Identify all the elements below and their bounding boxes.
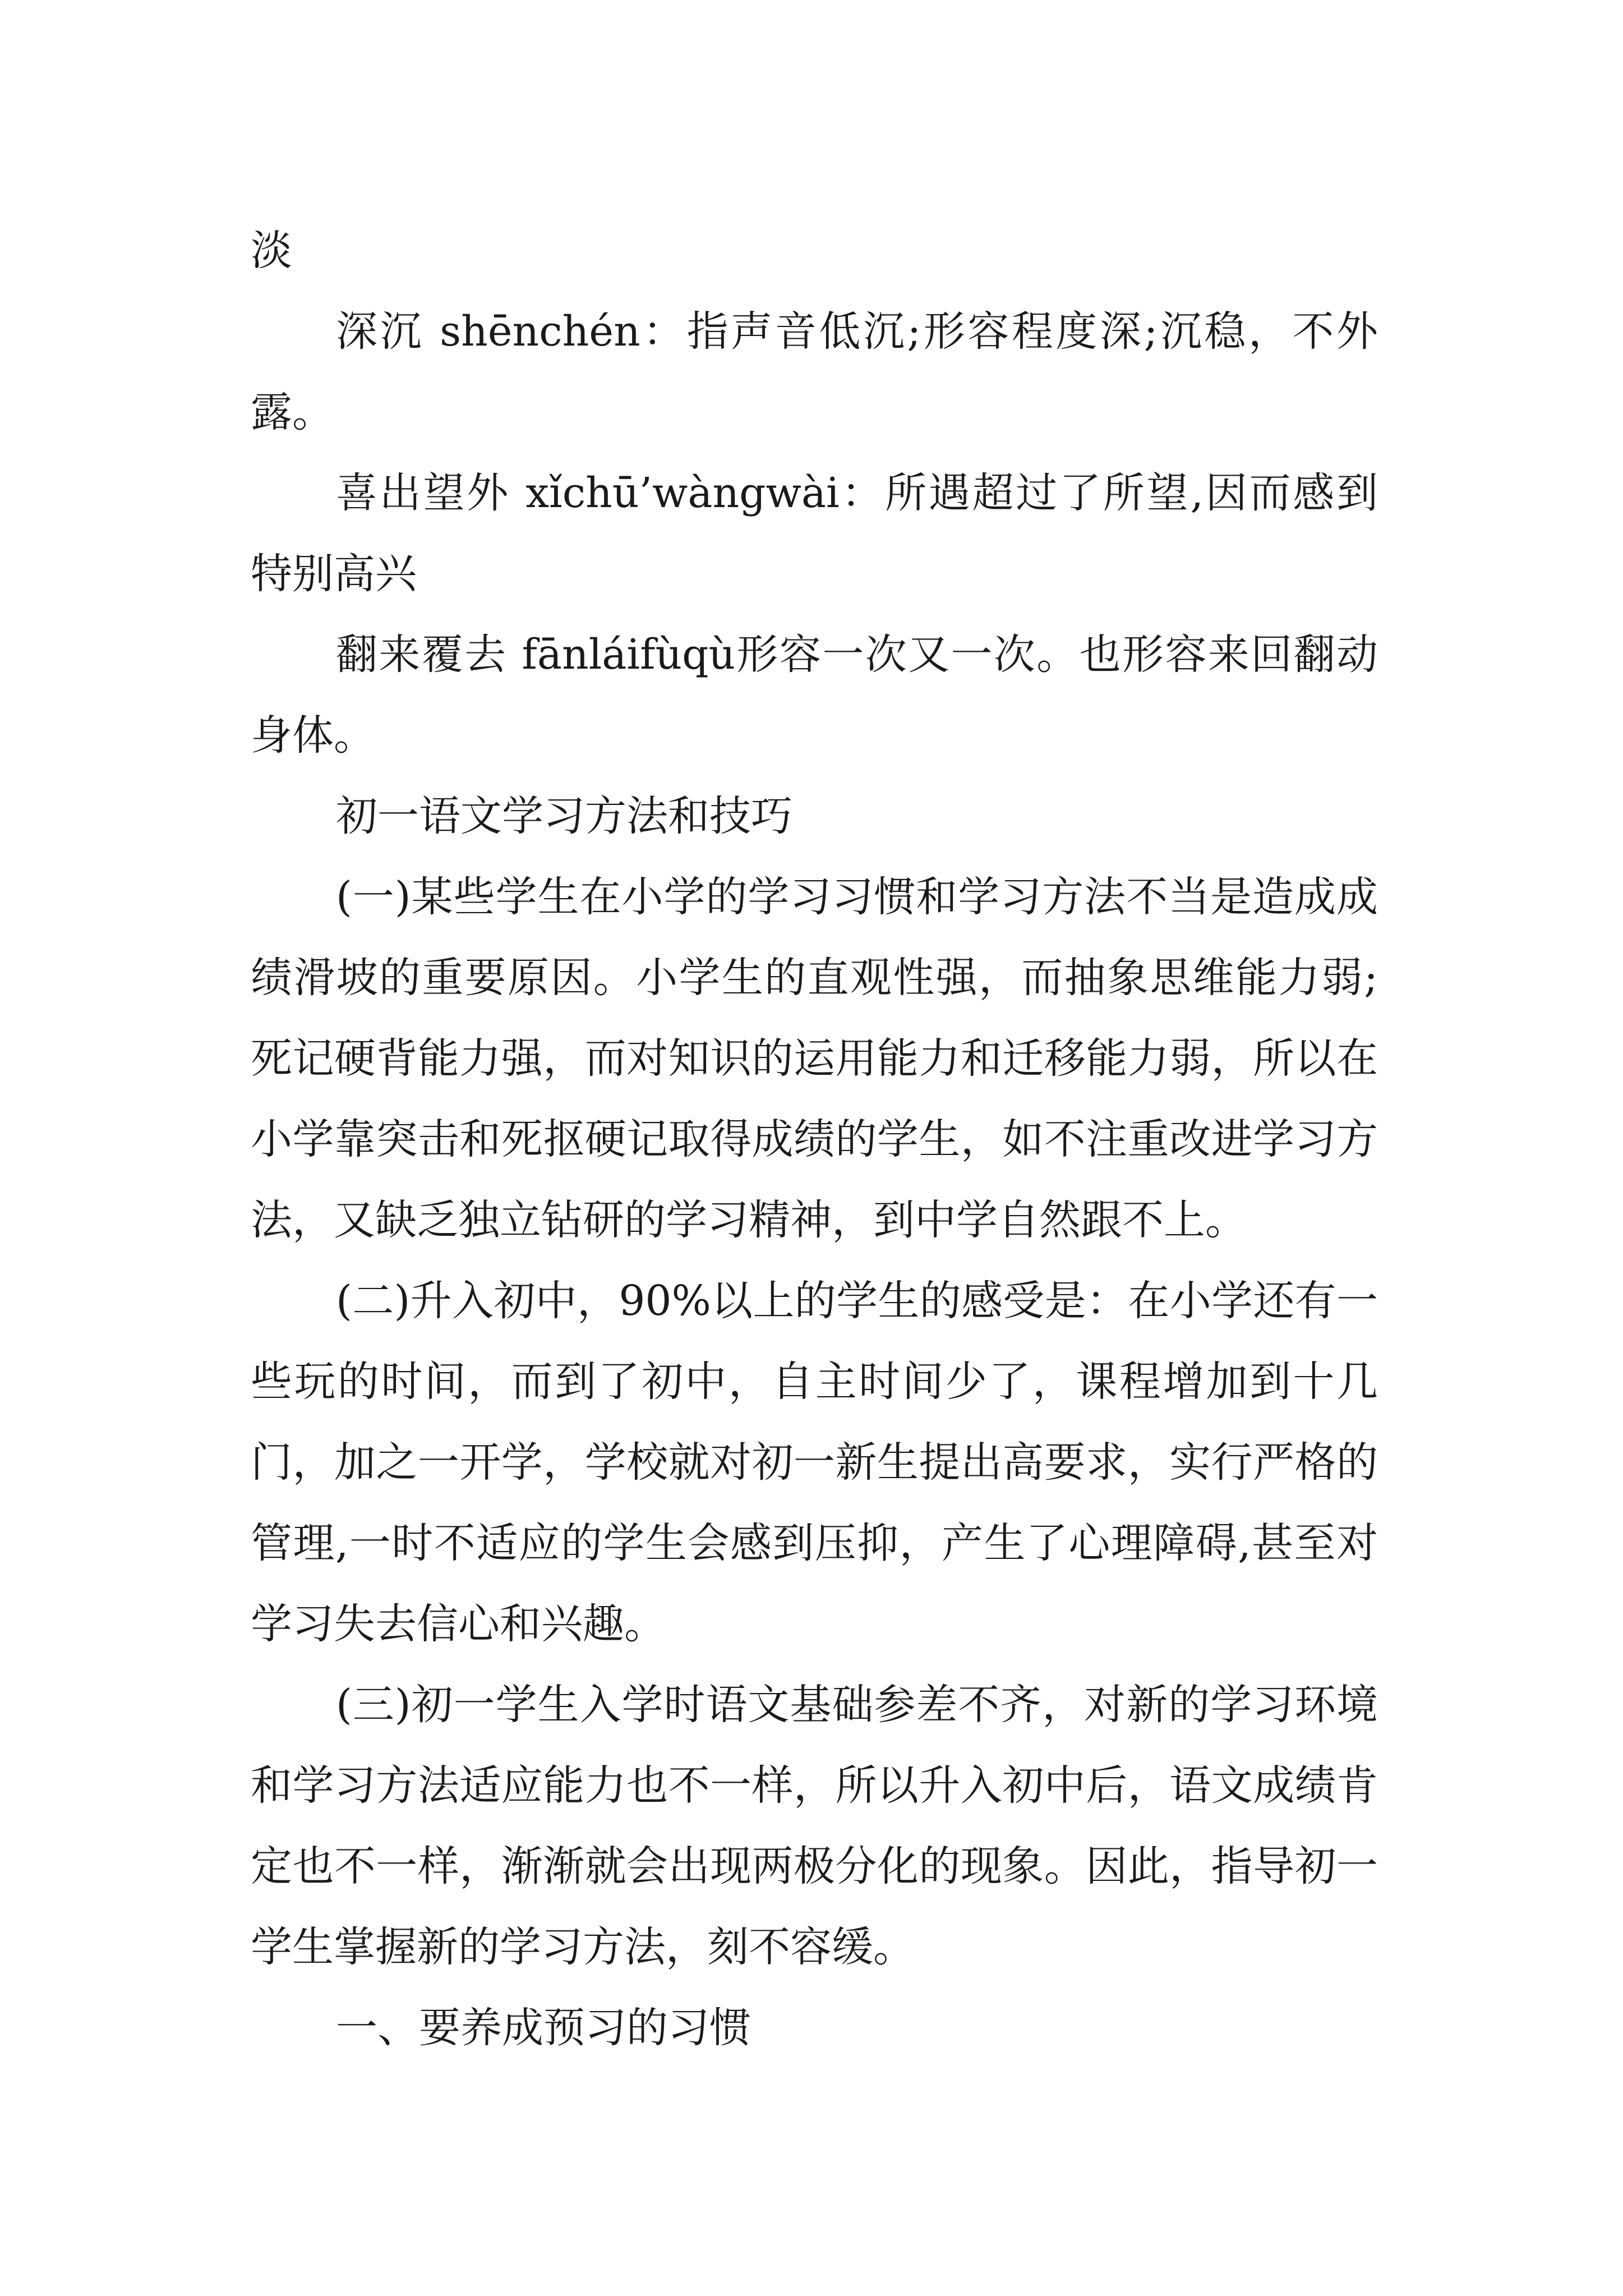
subsection-heading: 一、要养成预习的习惯 (336, 2004, 751, 2052)
document-body (251, 210, 1378, 2068)
paragraph-point-2: (二)升入初中，90%以上的学生的感受是：在小学还有一些玩的时间，而到了初中，自主时间少了，课程增加到十几门，加之一开学，学校就对初一新生提出高要求，实行严格的管理,一时不适应的学生会感到压抑，产生了心理障碍,甚至对学习失去信心和兴趣。 (251, 1277, 1378, 1648)
paragraph-point-1: (一)某些学生在小学的学习习惯和学习方法不当是造成成绩滑坡的重要原因。小学生的直观性强，而抽象思维能力弱;死记硬背能力强，而对知识的运用能力和迁移能力弱，所以在小学靠突击和死抠硬记取得成绩的学生，如不注重改进学习方法，又缺乏独立钻研的学习精神，到中学自然跟不上。 (251, 873, 1378, 1244)
paragraph-vocab-fanlaifuqu: 翻来覆去 fānláifùqù形容一次又一次。也形容来回翻动身体。 (251, 631, 1378, 760)
paragraph-continuation: 淡 (251, 227, 292, 275)
section-heading: 初一语文学习方法和技巧 (336, 792, 792, 840)
paragraph-vocab-xichuwangwai: 喜出望外 xǐchū’wàngwài：所遇超过了所望,因而感到特别高兴 (251, 469, 1378, 598)
paragraph-vocab-shenchen: 深沉 shēnchén：指声音低沉;形容程度深;沉稳，不外露。 (251, 307, 1378, 436)
paragraph-point-3: (三)初一学生入学时语文基础参差不齐，对新的学习环境和学习方法适应能力也不一样，所以升入初中后，语文成绩肯定也不一样，渐渐就会出现两极分化的现象。因此，指导初一学生掌握新的学习方法，刻不容缓。 (251, 1681, 1378, 1971)
